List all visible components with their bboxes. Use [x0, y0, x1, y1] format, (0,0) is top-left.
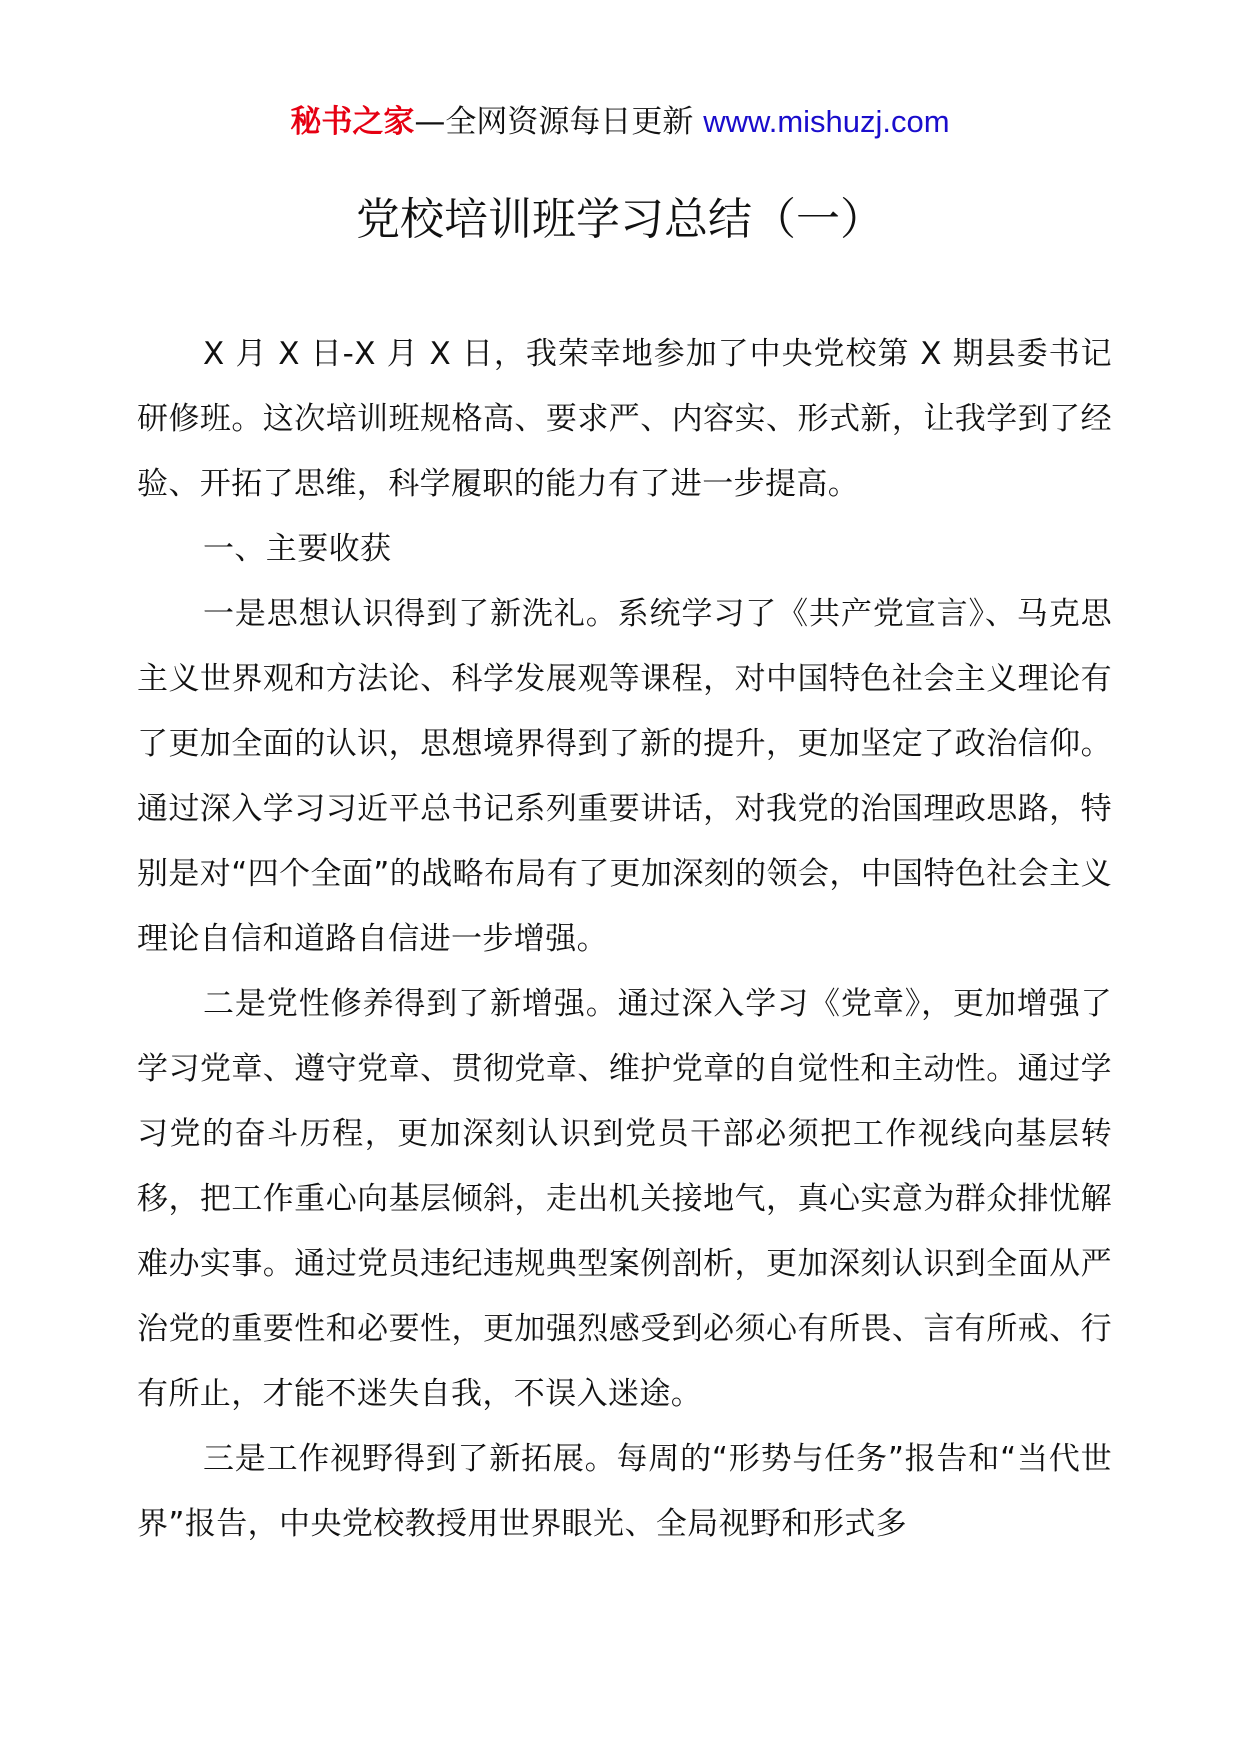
brand-name: 秘书之家	[290, 104, 415, 140]
document-title: 党校培训班学习总结（一）	[356, 194, 884, 245]
paragraph-point-one: 一是思想认识得到了新洗礼。系统学习了《共产党宣言》、马克思主义世界观和方法论、科学发展观等课程，对中国特色社会主义理论有了更加全面的认识，思想境界得到了新的提升，更加坚定了政治信仰。通过深入学习习近平总书记系列重要讲话，对我党的治国理政思路，特别是对“四个全面”的战略布局有了更加深刻的领会，中国特色社会主义理论自信和道路自信进一步增强。	[137, 596, 1112, 957]
paragraph-intro: X 月 X 日-X 月 X 日，我荣幸地参加了中央党校第 X 期县委书记研修班。这次培训班规格高、要求严、内容实、形式新，让我学到了经验、开拓了思维，科学履职的能力有了进一步提高。	[137, 336, 1112, 502]
paragraph-point-two: 二是党性修养得到了新增强。通过深入学习《党章》，更加增强了学习党章、遵守党章、贯彻党章、维护党章的自觉性和主动性。通过学习党的奋斗历程，更加深刻认识到党员干部必须把工作视线向基层转移，把工作重心向基层倾斜，走出机关接地气，真心实意为群众排忧解难办实事。通过党员违纪违规典型案例剖析，更加深刻认识到全面从严治党的重要性和必要性，更加强烈感受到必须心有所畏、言有所戒、行有所止，才能不迷失自我，不误入迷途。	[137, 986, 1112, 1412]
site-url-link[interactable]: www.mishuzj.com	[703, 104, 950, 139]
document-body	[137, 322, 1112, 1557]
section-heading-main-gains: 一、主要收获	[203, 531, 392, 567]
header-tagline: —全网资源每日更新	[414, 104, 704, 140]
paragraph-point-three: 三是工作视野得到了新拓展。每周的“形势与任务”报告和“当代世界”报告，中央党校教授用世界眼光、全局视野和形式多	[137, 1441, 1112, 1542]
site-header	[0, 100, 1240, 144]
